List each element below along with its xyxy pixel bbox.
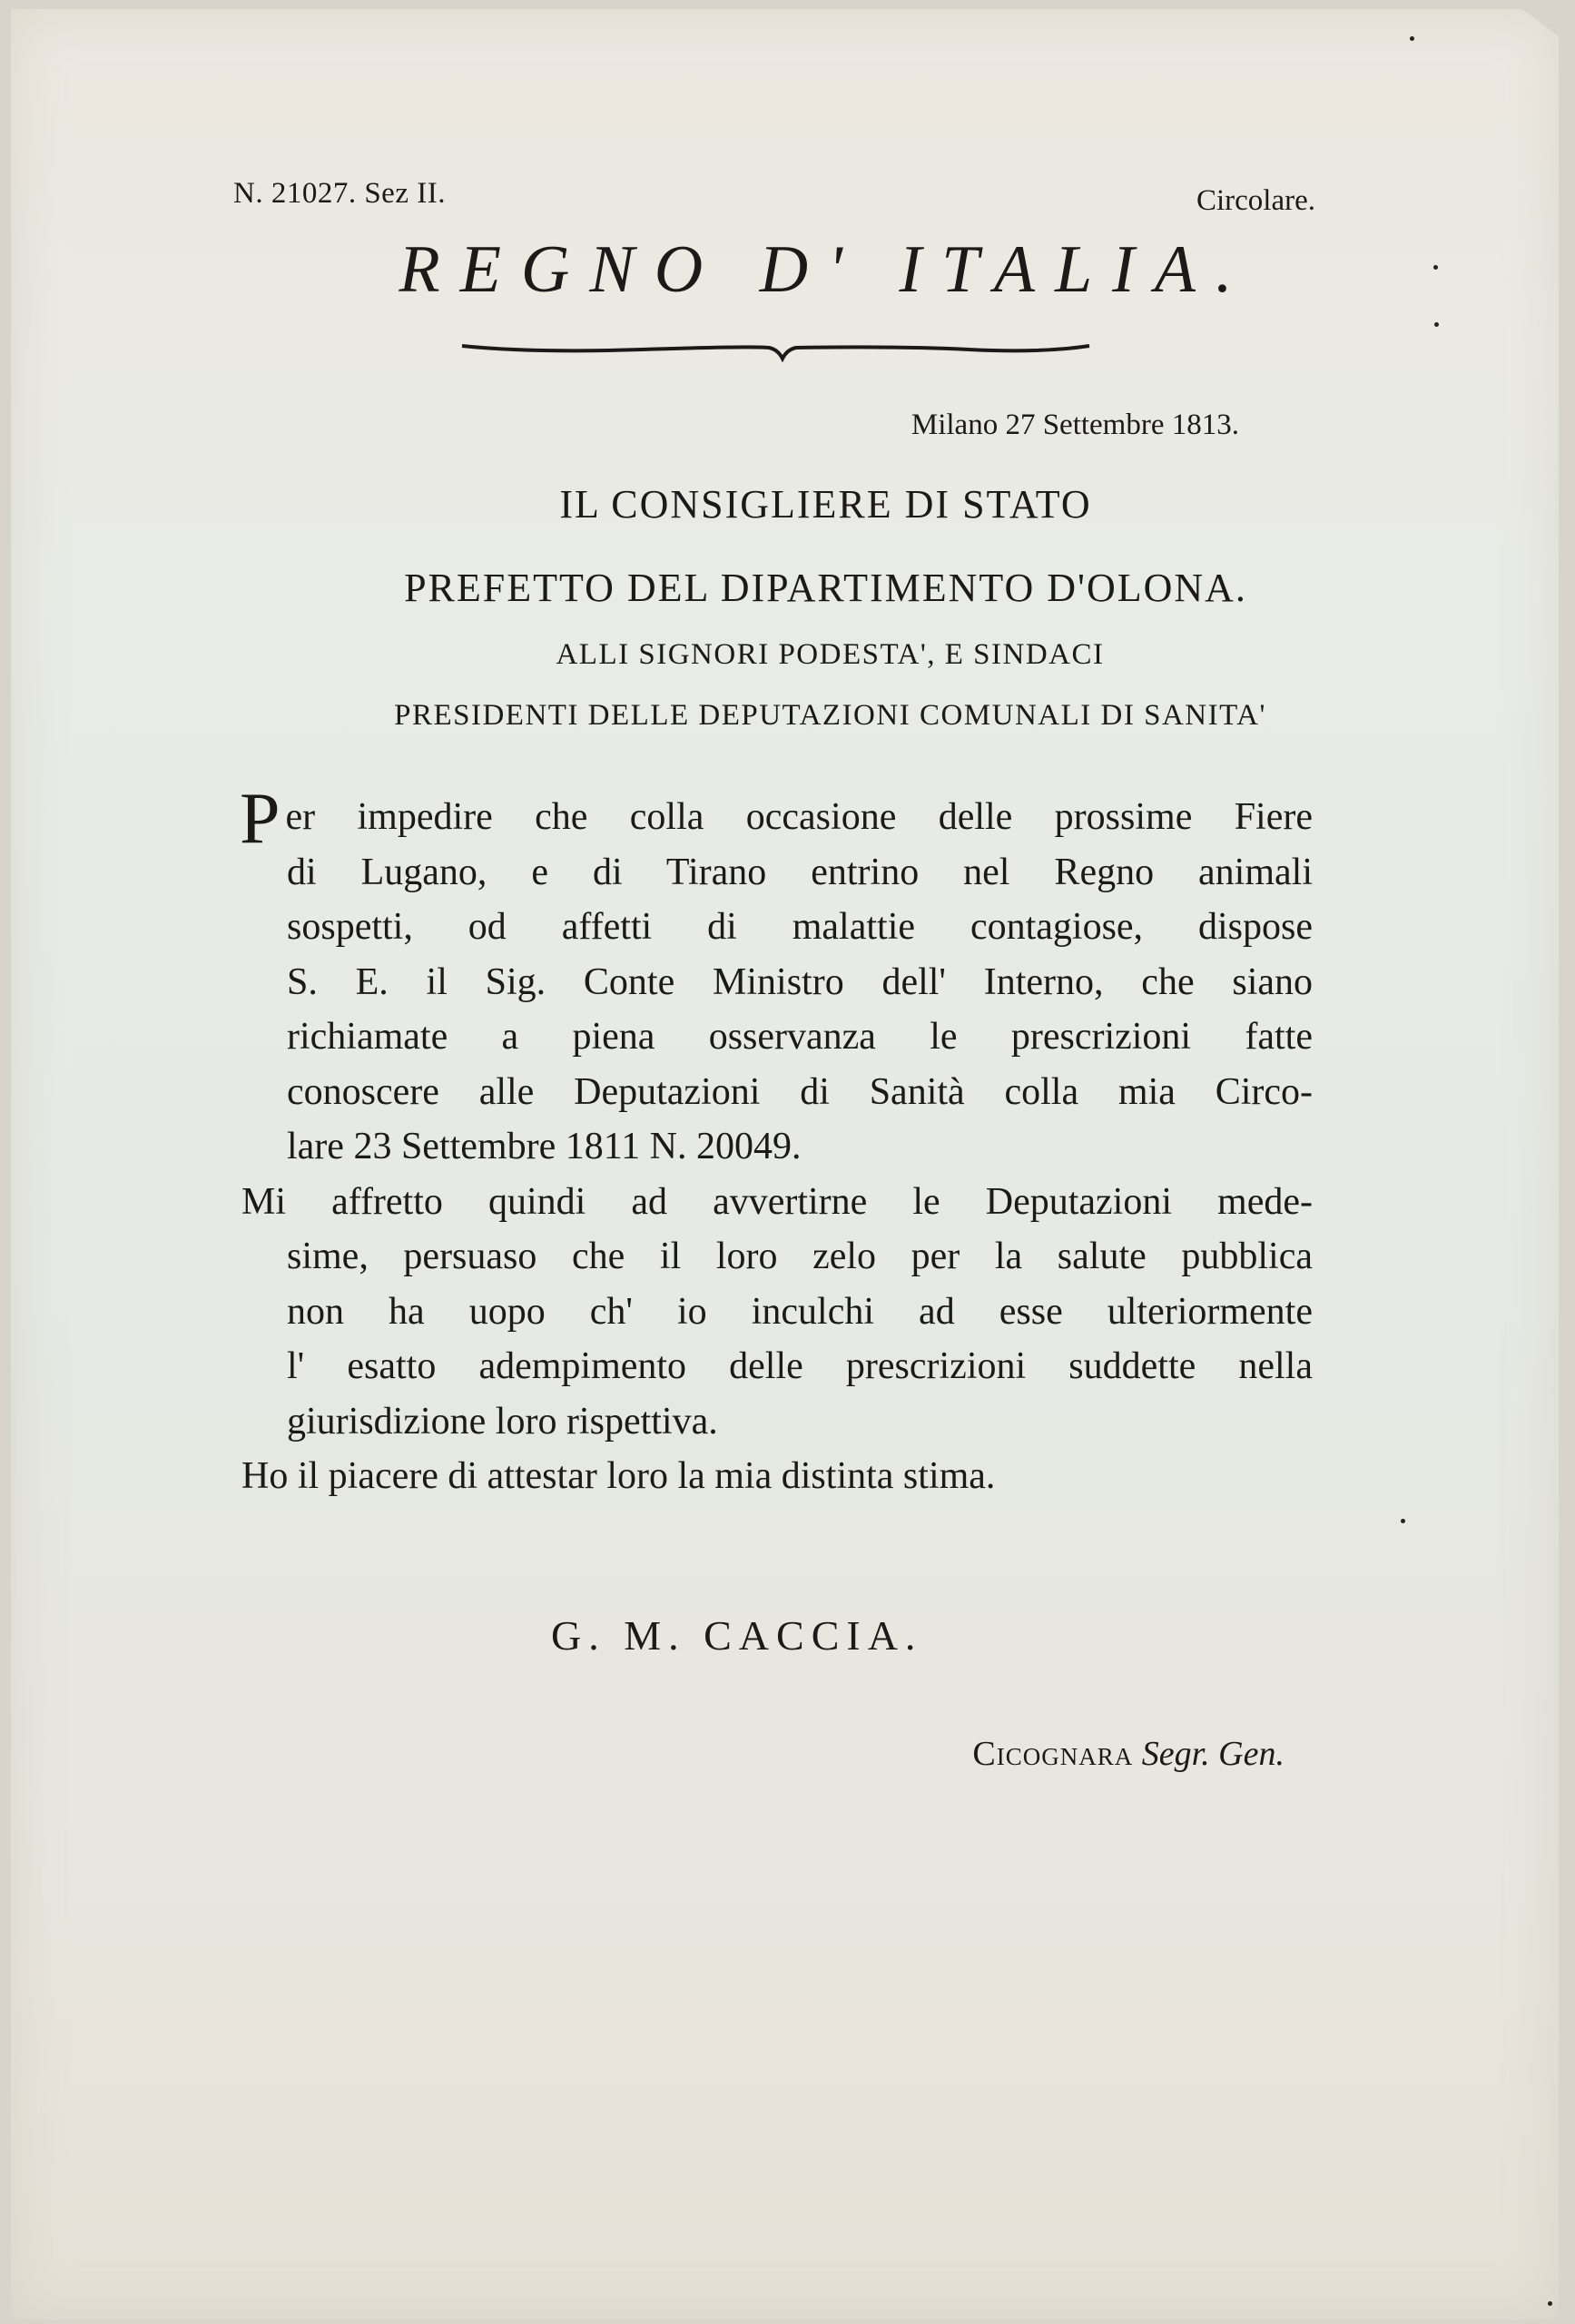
- issuer-title-1: IL CONSIGLIERE DI STATO: [559, 482, 1092, 527]
- document-type: Circolare.: [1196, 184, 1315, 217]
- document-page: [11, 9, 1559, 2319]
- body-line: S. E. il Sig. Conte Ministro dell' Interno, che siano: [287, 960, 1313, 1003]
- paper-speck: [1548, 2301, 1552, 2306]
- paper-speck: [1434, 322, 1439, 327]
- body-line: lare 23 Settembre 1811 N. 20049.: [287, 1126, 802, 1167]
- paragraph-1: [240, 779, 1313, 1175]
- body-line: l' esatto adempimento delle prescrizioni suddette nella: [287, 1345, 1313, 1387]
- body-line: er impedire che colla occasione delle prossime Fiere: [285, 796, 1313, 838]
- body-line: Ho il piacere di attestar loro la mia distinta stima.: [241, 1455, 996, 1497]
- secretary-name: Cicognara: [972, 1735, 1134, 1773]
- body-line: sime, persuaso che il loro zelo per la salute pubblica: [287, 1236, 1313, 1277]
- secretary-title: Segr. Gen.: [1141, 1735, 1285, 1773]
- drop-cap: P: [240, 779, 281, 859]
- signature: G. M. CACCIA.: [551, 1612, 923, 1659]
- body-line: Mi affretto quindi ad avvertirne le Deputazioni mede-: [241, 1180, 1313, 1223]
- secretary-signature: [972, 1734, 1285, 1774]
- issuer-title-2: PREFETTO DEL DIPARTIMENTO D'OLONA.: [404, 566, 1247, 610]
- document-title: REGNO D' ITALIA.: [399, 232, 1253, 307]
- reference-number: N. 21027. Sez II.: [233, 177, 446, 210]
- ornamental-rule: [460, 340, 1091, 362]
- addressee-line-2: PRESIDENTI DELLE DEPUTAZIONI COMUNALI DI SANITA': [394, 699, 1266, 732]
- body-line: non ha uopo ch' io inculchi ad esse ulteriormente: [287, 1290, 1313, 1333]
- body-line: conoscere alle Deputazioni di Sanità colla mia Circo-: [287, 1070, 1313, 1113]
- letter-body: [240, 779, 1313, 1504]
- body-line: di Lugano, e di Tirano entrino nel Regno animali: [287, 851, 1313, 893]
- body-line: richiamate a piena osservanza le prescrizioni fatte: [287, 1016, 1313, 1058]
- date-line: Milano 27 Settembre 1813.: [911, 409, 1239, 441]
- paragraph-3: [241, 1449, 1313, 1504]
- body-line: giurisdizione loro rispettiva.: [287, 1400, 718, 1443]
- paper-speck: [1401, 1519, 1405, 1523]
- body-line: sospetti, od affetti di malattie contagiose, dispose: [287, 906, 1313, 948]
- paragraph-2: [241, 1175, 1313, 1450]
- paper-speck: [1410, 36, 1414, 41]
- addressee-line-1: ALLI SIGNORI PODESTA', E SINDACI: [556, 638, 1105, 671]
- paper-speck: [1433, 265, 1438, 270]
